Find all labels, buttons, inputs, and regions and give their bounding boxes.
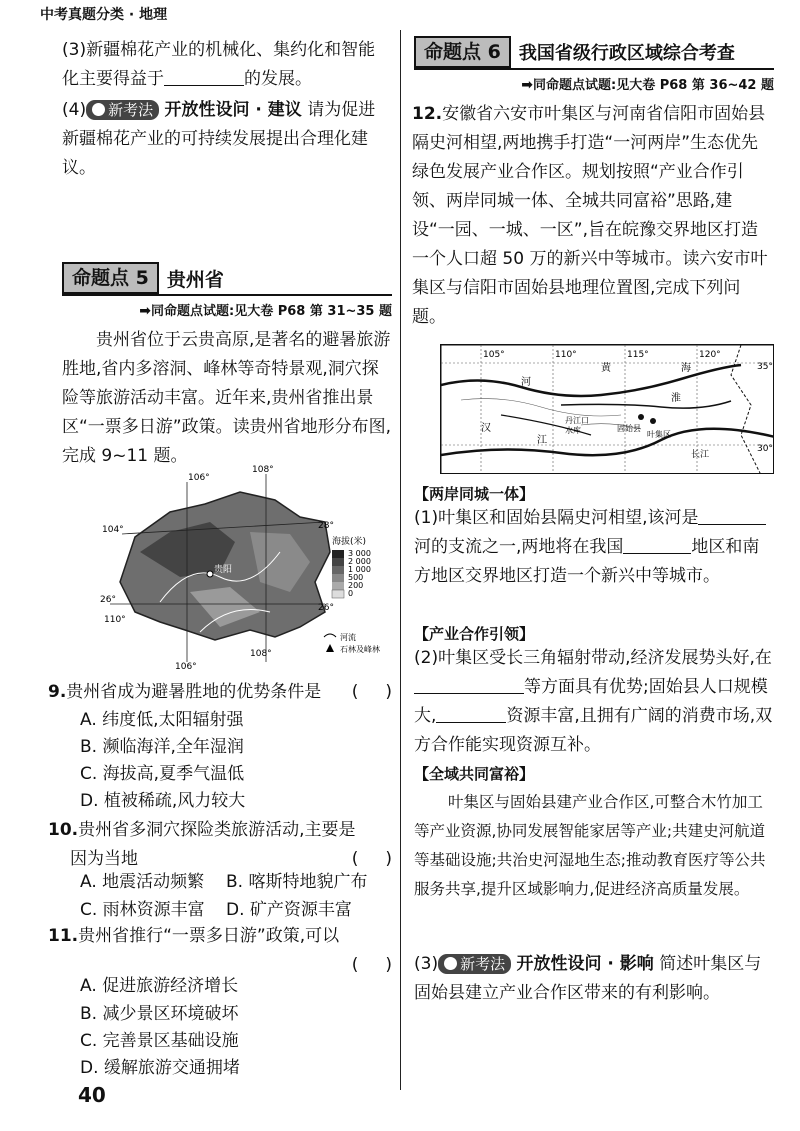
yeji-gushi-location-map [440,344,774,474]
map-label: 110° [104,615,126,625]
map-label: 104° [102,525,124,535]
map-label: 海 [681,363,691,374]
map-label: 江 [537,435,547,446]
map-label: 115° [627,350,649,360]
new-method-badge: 新考法 [438,954,511,974]
map-label: 水库 [565,426,581,435]
map-label: 丹江口 [565,416,589,425]
guizhou-terrain-map [100,462,400,672]
material-paragraph: 叶集区与固始县建产业合作区,可整合木竹加工等产业资源,协同发展智能家居等产业;共建史河航道等基础设施;共治史河湿地生态;推动教育医疗等公共服务共享,提升区域影响力,促进经济高质量发展。 [414,793,766,898]
question-11: 11.贵州省推行“一票多日游”政策,可以 ( ) [48,922,392,980]
section-5-reference: ➡同命题点试题:见大卷 P68 第 31~35 题 [139,303,392,319]
map-label: 105° [483,350,505,360]
answer-bracket[interactable]: ( ) [351,955,392,975]
page-number: 40 [78,1083,106,1107]
question-12-part-1: (1)叶集区和固始县隔史河相望,该河是河的支流之一,两地将在我国 地区和南方地区交界地区打造一个新兴中等城市。 [414,504,774,591]
map-label: 固始县 [617,424,641,433]
q9-option-d[interactable]: D. 植被稀疏,风力较大 [80,791,246,811]
legend-level: 500 [348,573,364,582]
q11-option-a[interactable]: A. 促进旅游经济增长 [80,976,239,996]
legend-swatch [332,558,344,566]
legend-swatch [332,550,344,558]
answer-blank[interactable] [414,676,524,694]
question-10: 10.贵州省多洞穴探险类旅游活动,主要是 因为当地 ( ) [48,816,392,874]
section-6-rule [414,68,774,70]
q10-option-c[interactable]: C. 雨林资源丰富 [80,900,205,920]
city-label: 贵阳 [214,565,233,575]
question-9: 9.贵州省成为避暑胜地的优势条件是 ( ) [48,678,392,707]
river-icon [324,634,336,637]
yeji-marker [650,418,656,424]
map-label: 110° [555,350,577,360]
q9-option-b[interactable]: B. 濒临海洋,全年湿润 [80,737,244,757]
section-6-reference: ➡同命题点试题:见大卷 P68 第 36~42 题 [521,77,774,93]
question-8-part-3: (3)新疆棉花产业的机械化、集约化和智能化主要得益于 的发展。 [62,40,376,89]
q11-option-b[interactable]: B. 减少景区环境破坏 [80,1004,239,1024]
map-label: 120° [699,350,721,360]
q11-option-c[interactable]: C. 完善景区基础设施 [80,1031,239,1051]
section-5-rule [62,294,392,296]
subheading-two-banks: 【两岸同城一体】 [414,485,535,503]
q10-option-d[interactable]: D. 矿产资源丰富 [226,900,352,920]
subheading-industry: 【产业合作引领】 [414,625,535,643]
gushi-marker [638,414,644,420]
column-divider [400,30,401,1090]
guizhou-intro: 贵州省位于云贵高原,是著名的避暑旅游胜地,省内多溶洞、峰林等奇特景观,洞穴探险等旅游活动丰富。近年来,贵州省推出景区“一票多日游”政策。读贵州省地形分布图,完成 9~11 题。 [62,330,392,466]
map-label: 黄 [601,363,611,374]
new-method-badge: 新考法 [86,100,159,120]
map-label: 淮 [671,393,681,404]
city-marker [207,571,213,577]
answer-bracket[interactable]: ( ) [351,682,392,702]
map-label: 30° [757,444,773,454]
question-8-part-4: (4) 新考法 开放性设问 · 建议 请为促进新疆棉花产业的可持续发展提出合理化建议。 [62,100,376,178]
legend-title: 海拔(米) [332,537,367,547]
answer-blank[interactable] [623,536,691,554]
lightbulb-icon [444,957,457,970]
subheading-prosperity: 【全域共同富裕】 [414,765,535,783]
answer-bracket[interactable]: ( ) [351,849,392,869]
q10-option-b[interactable]: B. 喀斯特地貌广布 [226,872,368,892]
q11-option-d[interactable]: D. 缓解旅游交通拥堵 [80,1058,240,1078]
map-label: 35° [757,362,773,372]
question-12-part-3: (3) 新考法 开放性设问 · 影响 简述叶集区与固始县建立产业合作区带来的有利影响。 [414,954,762,1003]
q9-option-a[interactable]: A. 纬度低,太阳辐射强 [80,710,244,730]
section-5-header: 命题点 5 贵州省 [62,262,224,294]
legend-swatch [332,590,344,598]
legend-river: 河流 [340,633,356,642]
question-12-part-2: (2)叶集区受长三角辐射带动,经济发展势头好,在等方面具有优势;固始县人口规模大, 资源丰富,且拥有广阔的消费市场,双方合作能实现资源互补。 [414,648,773,755]
legend-level: 0 [348,589,354,598]
map-label: 汉 [481,423,491,434]
map-label: 26° [100,595,116,605]
legend-level: 2 000 [348,557,371,566]
map-label: 长江 [691,450,710,460]
answer-blank[interactable] [698,507,766,525]
legend-level: 3 000 [348,549,371,558]
legend-swatch [332,574,344,582]
map-label: 106° [175,662,197,672]
karst-icon [326,644,334,652]
map-label: 26° [318,603,334,613]
map-label: 108° [252,465,274,475]
answer-blank[interactable] [436,705,506,723]
map-label: 106° [188,473,210,483]
page-header: 中考真题分类 · 地理 [40,7,168,23]
legend-level: 1 000 [348,565,371,574]
q9-option-c[interactable]: C. 海拔高,夏季气温低 [80,764,245,784]
question-12: 12.安徽省六安市叶集区与河南省信阳市固始县隔史河相望,两地携手打造“一河两岸”生态优先绿色发展产业合作区。规划按照“产业合作引领、两岸同城一体、全城共同富裕”思路,建设“一园、一城、一区”,旨在皖豫交界地区打造一个人口超 50 万的新兴中等城市。读六安市叶集区与信阳市固始县地理位置图,完成下列问题。 [412,104,768,327]
map-label: 28° [318,521,334,531]
map-label: 叶集区 [647,430,671,439]
map-label: 河 [521,377,531,388]
q10-option-a[interactable]: A. 地震活动频繁 [80,872,205,892]
section-6-header: 命题点 6 我国省级行政区域综合考查 [414,36,735,68]
legend-karst: 石林及峰林 [340,645,380,654]
legend-swatch [332,582,344,590]
answer-blank[interactable] [164,68,244,86]
lightbulb-icon [92,103,105,116]
map-label: 108° [250,649,272,659]
legend-swatch [332,566,344,574]
legend-level: 200 [348,581,364,590]
